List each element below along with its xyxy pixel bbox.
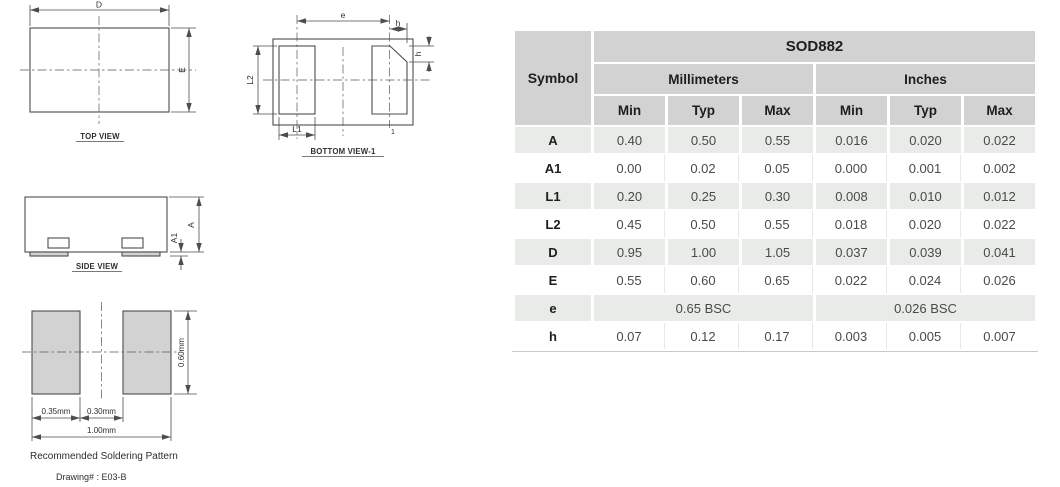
value-cell: 0.20 xyxy=(594,183,665,209)
value-cell: 0.55 xyxy=(742,211,813,237)
package-outline-drawings xyxy=(0,0,470,487)
solder-pattern-drawing xyxy=(22,302,197,482)
value-cell: 0.005 xyxy=(890,323,961,349)
value-cell: 0.40 xyxy=(594,127,665,153)
total-width-dimension-label: 1.00mm xyxy=(87,426,116,435)
value-cell: 0.016 xyxy=(816,127,887,153)
table-row-A xyxy=(515,127,1035,153)
package-name-header: SOD882 xyxy=(594,31,1035,62)
millimeters-header: Millimeters xyxy=(594,64,813,94)
value-cell: 0.001 xyxy=(890,155,961,181)
bottom-view-label: BOTTOM VIEW-1 xyxy=(310,147,376,156)
value-cell: 0.024 xyxy=(890,267,961,293)
value-cell: 0.07 xyxy=(594,323,665,349)
value-cell: 0.007 xyxy=(964,323,1035,349)
table-title-row xyxy=(515,31,1035,62)
inch-typ-header: Typ xyxy=(890,96,961,125)
package-dimensions-table xyxy=(512,29,1038,352)
side-view-left-lead xyxy=(30,252,68,256)
pad-width-dimension-label: 0.35mm xyxy=(41,407,71,416)
value-cell: 0.037 xyxy=(816,239,887,265)
d-dimension xyxy=(30,0,169,26)
value-cell: 0.020 xyxy=(890,127,961,153)
top-view-label: TOP VIEW xyxy=(80,132,120,141)
mm-min-header: Min xyxy=(594,96,665,125)
drawing-number: Drawing# : E03-B xyxy=(56,472,127,482)
l2-dimension xyxy=(245,46,277,114)
pad-height-dimension-label: 0.60mm xyxy=(177,338,186,367)
inch-min-header: Min xyxy=(816,96,887,125)
table-row-A1 xyxy=(515,155,1035,181)
solder-pad-left xyxy=(32,311,80,394)
a1-dimension-label: A1 xyxy=(169,232,179,244)
l1-dimension-label: L1 xyxy=(292,124,302,134)
value-cell: 0.45 xyxy=(594,211,665,237)
value-cell: 0.018 xyxy=(816,211,887,237)
value-cell: 0.55 xyxy=(594,267,665,293)
value-cell: 0.022 xyxy=(816,267,887,293)
e-pitch-dimension-label: e xyxy=(340,10,346,20)
symbol-cell: A xyxy=(515,127,591,153)
value-cell: 0.60 xyxy=(668,267,739,293)
d-dimension-label: D xyxy=(95,0,103,10)
value-cell: 1.00 xyxy=(668,239,739,265)
table-row-L2 xyxy=(515,211,1035,237)
value-cell: 0.002 xyxy=(964,155,1035,181)
symbol-cell: e xyxy=(515,295,591,321)
a1-dimension xyxy=(169,233,188,270)
unit-header-row xyxy=(515,64,1035,94)
top-view-centerlines xyxy=(20,16,196,124)
value-cell: 0.17 xyxy=(742,323,813,349)
solder-pattern-caption: Recommended Soldering Pattern xyxy=(30,451,178,462)
inches-header: Inches xyxy=(816,64,1035,94)
value-cell: 1.05 xyxy=(742,239,813,265)
value-cell: 0.65 xyxy=(742,267,813,293)
value-cell: 0.026 xyxy=(964,267,1035,293)
value-cell: 0.012 xyxy=(964,183,1035,209)
value-cell: 0.05 xyxy=(742,155,813,181)
inch-bsc-cell: 0.026 BSC xyxy=(816,295,1035,321)
table-row-h xyxy=(515,323,1035,349)
value-cell: 0.00 xyxy=(594,155,665,181)
side-view-drawing xyxy=(25,197,204,272)
table-row-L1 xyxy=(515,183,1035,209)
value-cell: 0.25 xyxy=(668,183,739,209)
a-dimension-label: A xyxy=(186,222,196,228)
inch-max-header: Max xyxy=(964,96,1035,125)
side-view-left-terminal xyxy=(48,238,69,248)
top-view-drawing xyxy=(20,0,196,142)
value-cell: 0.010 xyxy=(890,183,961,209)
value-cell: 0.30 xyxy=(742,183,813,209)
mm-max-header: Max xyxy=(742,96,813,125)
solder-pad-right xyxy=(123,311,171,394)
value-cell: 0.008 xyxy=(816,183,887,209)
symbol-cell: E xyxy=(515,267,591,293)
side-view-label: SIDE VIEW xyxy=(75,262,119,271)
value-cell: 0.55 xyxy=(742,127,813,153)
side-view-right-terminal xyxy=(122,238,143,248)
value-cell: 0.000 xyxy=(816,155,887,181)
min-typ-max-header-row xyxy=(515,96,1035,125)
side-view-right-lead xyxy=(122,252,160,256)
value-cell: 0.003 xyxy=(816,323,887,349)
value-cell: 0.95 xyxy=(594,239,665,265)
h-side-dimension-label: h xyxy=(413,51,423,57)
pad-gap-dimension-label: 0.30mm xyxy=(87,407,116,416)
value-cell: 0.12 xyxy=(668,323,739,349)
e-pitch-dimension xyxy=(297,10,390,21)
value-cell: 0.50 xyxy=(668,127,739,153)
mm-bsc-cell: 0.65 BSC xyxy=(594,295,813,321)
value-cell: 0.022 xyxy=(964,211,1035,237)
symbol-cell: A1 xyxy=(515,155,591,181)
value-cell: 0.022 xyxy=(964,127,1035,153)
value-cell: 0.02 xyxy=(668,155,739,181)
value-cell: 0.041 xyxy=(964,239,1035,265)
table-row-E xyxy=(515,267,1035,293)
value-cell: 0.020 xyxy=(890,211,961,237)
symbol-cell: L2 xyxy=(515,211,591,237)
symbol-cell: D xyxy=(515,239,591,265)
table-row-D xyxy=(515,239,1035,265)
symbol-cell: h xyxy=(515,323,591,349)
table-row-e xyxy=(515,295,1035,321)
pin1-marker: 1 xyxy=(391,129,395,136)
e-cap-dimension-label: E xyxy=(177,67,187,73)
e-cap-dimension xyxy=(171,28,196,112)
symbol-column-header: Symbol xyxy=(515,31,591,125)
l2-dimension-label: L2 xyxy=(245,75,255,85)
side-view-body xyxy=(25,197,167,252)
value-cell: 0.039 xyxy=(890,239,961,265)
symbol-cell: L1 xyxy=(515,183,591,209)
bottom-view-centerlines xyxy=(263,15,430,139)
value-cell: 0.50 xyxy=(668,211,739,237)
bottom-view-drawing xyxy=(245,10,434,157)
mm-typ-header: Typ xyxy=(668,96,739,125)
h-top-dimension-label: h xyxy=(395,18,401,28)
